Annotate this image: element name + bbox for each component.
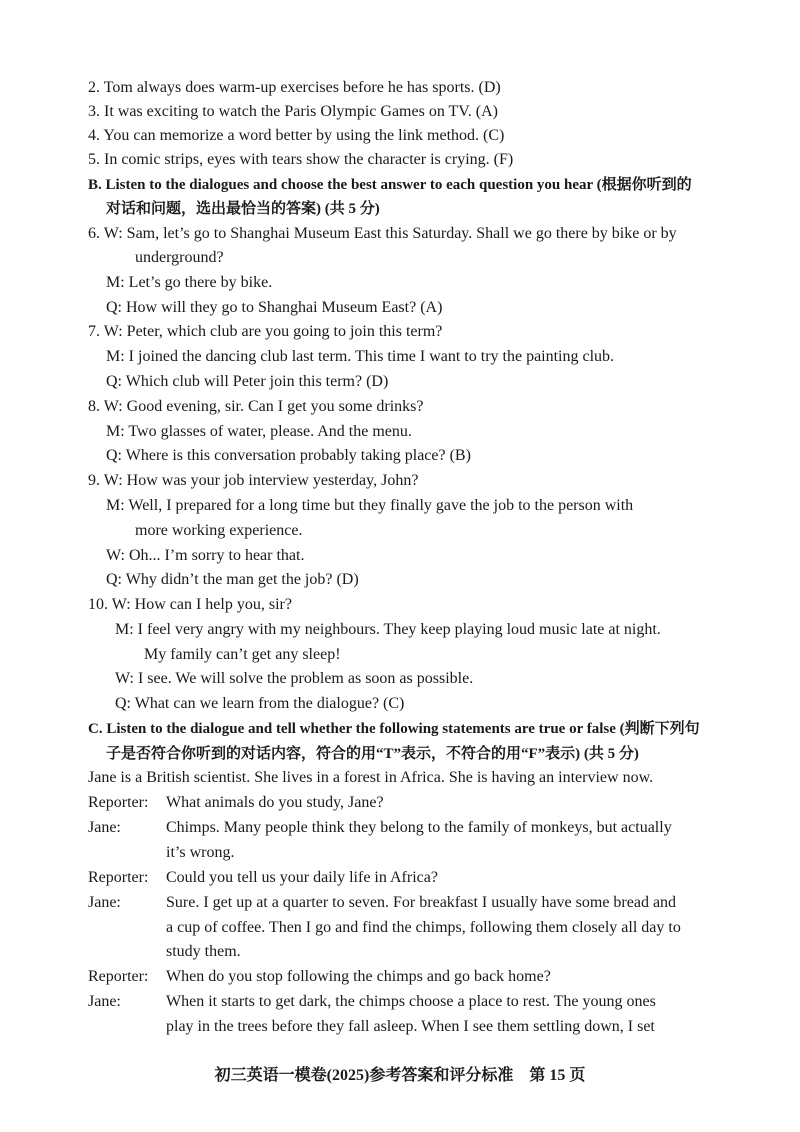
dialogue-6-w: 6. W: Sam, let’s go to Shanghai Museum East this Saturday. Shall we go there by bike or by [88,225,677,242]
speaker-label: Jane: [88,894,121,911]
speaker-label: Reporter: [88,968,149,985]
dialogue-8-w: 8. W: Good evening, sir. Can I get you some drinks? [88,398,424,415]
dialogue-10-w: 10. W: How can I help you, sir? [88,596,292,613]
section-b-heading-line1: B. Listen to the dialogues and choose the best answer to each question you hear (根据你听到的 [88,177,692,193]
dialogue-9-m: M: Well, I prepared for a long time but they finally gave the job to the person with [106,497,634,514]
speaker-label: Reporter: [88,869,149,886]
dialogue-6-w-cont: underground? [135,249,224,266]
dialogue-9-w: 9. W: How was your job interview yesterday, John? [88,472,419,489]
dialogue-8-m: M: Two glasses of water, please. And the menu. [106,423,412,440]
dialogue-7-q: Q: Which club will Peter join this term? (D) [106,373,389,390]
section-b-heading-line2: 对话和问题，选出最恰当的答案) (共 5 分) [106,201,380,217]
speaker-label: Jane: [88,819,121,836]
page-footer: 初三英语一模卷(2025)参考答案和评分标准 第 15 页 [214,1067,586,1084]
dialogue-10-w2: W: I see. We will solve the problem as soon as possible. [115,670,474,687]
dialogue-10-m-cont: My family can’t get any sleep! [144,646,341,663]
dialogue-7-w: 7. W: Peter, which club are you going to join this term? [88,323,443,340]
section-c-heading-line2: 子是否符合你听到的对话内容，符合的用“T”表示，不符合的用“F”表示) (共 5 分) [106,746,639,762]
part-a-item-2: 2. Tom always does warm-up exercises before he has sports. (D) [88,79,501,96]
dialogue-10-m: M: I feel very angry with my neighbours. They keep playing loud music late at night. [115,621,661,638]
section-c-intro: Jane is a British scientist. She lives in a forest in Africa. She is having an interview now. [88,769,654,786]
dialogue-line: What animals do you study, Jane? [166,794,384,811]
dialogue-line: play in the trees before they fall asleep. When I see them settling down, I set [166,1018,655,1035]
dialogue-line: Chimps. Many people think they belong to the family of monkeys, but actually [166,819,672,836]
part-a-item-4: 4. You can memorize a word better by using the link method. (C) [88,127,505,144]
dialogue-8-q: Q: Where is this conversation probably taking place? (B) [106,447,471,464]
dialogue-6-m: M: Let’s go there by bike. [106,274,273,291]
dialogue-7-m: M: I joined the dancing club last term. This time I want to try the painting club. [106,348,615,365]
dialogue-10-q: Q: What can we learn from the dialogue? (C) [115,695,405,712]
dialogue-9-q: Q: Why didn’t the man get the job? (D) [106,571,359,588]
part-a-item-3: 3. It was exciting to watch the Paris Olympic Games on TV. (A) [88,103,498,120]
dialogue-line: a cup of coffee. Then I go and find the chimps, following them closely all day to [166,919,681,936]
section-c-heading-line1: C. Listen to the dialogue and tell whether the following statements are true or false (判断下列句 [88,721,700,737]
dialogue-9-m-cont: more working experience. [135,522,303,539]
dialogue-line: When it starts to get dark, the chimps choose a place to rest. The young ones [166,993,656,1010]
dialogue-line: Sure. I get up at a quarter to seven. For breakfast I usually have some bread and [166,894,677,911]
dialogue-9-w2: W: Oh... I’m sorry to hear that. [106,547,305,564]
dialogue-line: study them. [166,943,241,960]
dialogue-6-q: Q: How will they go to Shanghai Museum East? (A) [106,299,443,316]
dialogue-line: When do you stop following the chimps and go back home? [166,968,551,985]
dialogue-line: Could you tell us your daily life in Africa? [166,869,438,886]
speaker-label: Jane: [88,993,121,1010]
dialogue-line: it’s wrong. [166,844,235,861]
part-a-item-5: 5. In comic strips, eyes with tears show the character is crying. (F) [88,151,514,168]
speaker-label: Reporter: [88,794,149,811]
